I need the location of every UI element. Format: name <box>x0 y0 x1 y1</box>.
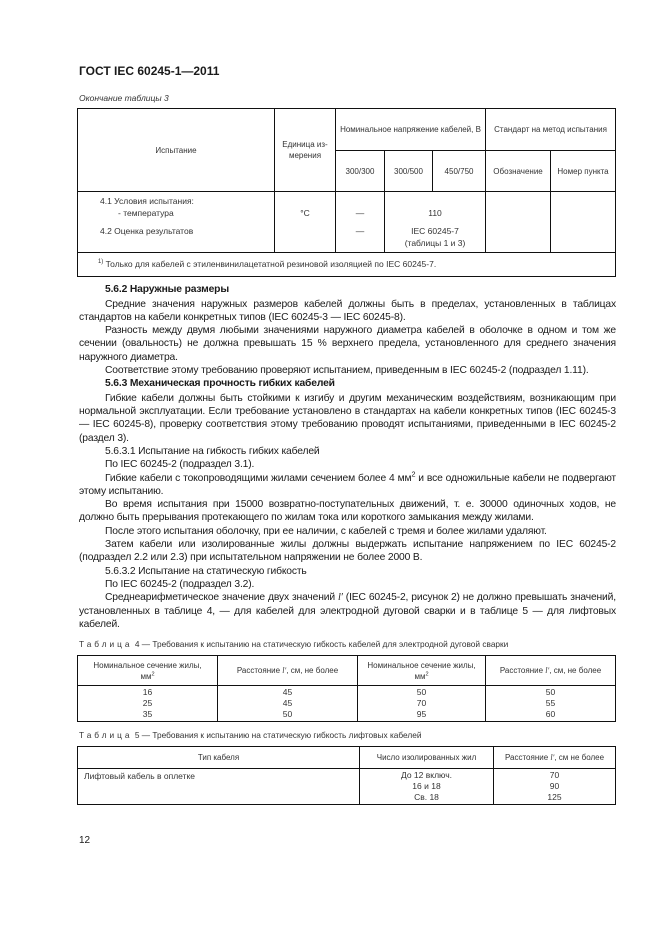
value: 55 <box>545 698 556 709</box>
text: , см не более <box>554 753 605 763</box>
paragraph: После этого испытания оболочку, при ее наличии, с кабелей с тремя и более жилами удаляют. <box>105 525 547 537</box>
row1-v23: 110 <box>428 208 442 218</box>
table4-caption <box>79 639 616 650</box>
row1-unit: °C <box>275 192 336 253</box>
page-number: 12 <box>79 835 91 847</box>
paragraph: Гибкие кабели должны быть стойкими к изгибу и другим механическим воздействиям, возникающим при нормальной эксплуатации. Если требование установлено в стандартах на кабели конкретных типов (IEC 60245-3 — IEC 60245-8), проверку соответствия этому требованию проводят испытаниями, приведенными в IEC 60245-2 (раздел 3). <box>79 392 616 444</box>
header-v1: 300/300 <box>336 151 385 192</box>
footnote-text: Только для кабелей с этиленвинилацетатной резиновой изоляцией по IEC 60245-7. <box>105 259 437 269</box>
row2-v23: IEC 60245-7 <box>411 226 459 236</box>
value: 50 <box>545 687 556 698</box>
table5-caption <box>79 730 616 741</box>
value: 70 <box>549 770 560 781</box>
value: 50 <box>282 709 293 720</box>
text: Среднеарифметическое значение двух значений <box>105 592 338 604</box>
table-label: Таблица <box>79 639 133 650</box>
text: Расстояние <box>236 666 283 676</box>
cell-distances-left <box>218 686 358 722</box>
superscript: 2 <box>425 670 429 677</box>
header-v3: 450/750 <box>433 151 486 192</box>
header-unit: Единица из-мерения <box>275 109 336 192</box>
paragraph: Затем кабели или изолированные жилы должны выдержать испытание напряжением по IEC 60245-2 (подраздел 2.2 или 2.3) при испытательном напряжении не более 2000 В. <box>79 539 616 564</box>
subsection-heading: 5.6.3.2 Испытание на статическую гибкость <box>105 565 307 577</box>
value: 70 <box>416 698 427 709</box>
footnote-mark: 1) <box>98 259 104 266</box>
paragraph <box>79 469 616 499</box>
header-standard: Стандарт на метод испытания <box>486 109 616 151</box>
text: (IEC 60245-2, рисунок 2) не должно превышать значений, установленных в таблице 4, — для кабелей для электродной дуговой сварки и в таблице 5 — для лифтовых кабелей. <box>79 592 616 630</box>
header-section <box>358 656 486 686</box>
value: 60 <box>545 709 556 720</box>
paragraph: По IEC 60245-2 (подраздел 3.1). <box>105 459 255 471</box>
header-distance <box>218 656 358 686</box>
row-designation <box>486 192 551 253</box>
value: До 12 включ. <box>400 770 453 781</box>
text: и все одножильные кабели не подвергают этому испытанию. <box>79 472 616 497</box>
header-distance <box>486 656 616 686</box>
superscript: 2 <box>411 469 416 479</box>
row-clause <box>551 192 616 253</box>
header-cores: Число изолированных жил <box>360 747 494 769</box>
symbol: l′ <box>282 666 287 676</box>
header-test: Испытание <box>78 109 275 192</box>
header-distance <box>494 747 616 769</box>
value: 25 <box>142 698 153 709</box>
symbol: l′ <box>545 666 550 676</box>
row2-test: 4.2 Оценка результатов <box>100 226 194 236</box>
header-designation: Обозначение <box>486 151 551 192</box>
value: 90 <box>549 781 560 792</box>
text: Номинальное сечение жилы, <box>367 660 476 670</box>
symbol: l′ <box>337 592 343 604</box>
header-voltage: Номинальное напряжение кабелей, В <box>336 109 486 151</box>
paragraph: Средние значения наружных размеров кабелей должны быть в пределах, установленных в таблицах стандартов на кабели конкретных типов (IEC 60245-3 — IEC 60245-8). <box>79 298 616 323</box>
section-heading-5-6-3: 5.6.3 Механическая прочность гибких кабелей <box>105 378 335 390</box>
value: 16 и 18 <box>412 781 441 792</box>
cell-distances <box>494 769 616 805</box>
cell-sections-right <box>358 686 486 722</box>
value: 125 <box>547 792 562 803</box>
cell-distances-right <box>486 686 616 722</box>
superscript: 2 <box>151 670 155 677</box>
subsection-heading: 5.6.3.1 Испытание на гибкость гибких кабелей <box>105 445 320 457</box>
header-section <box>78 656 218 686</box>
header-type: Тип кабеля <box>78 747 360 769</box>
value: 35 <box>142 709 153 720</box>
caption-text: 4 — Требования к испытанию на статическую гибкость кабелей для электродной дуговой сварки <box>134 639 509 650</box>
paragraph: Соответствие этому требованию проверяют испытанием, приведенным в IEC 60245-2 (подраздел 1.11). <box>105 364 589 376</box>
value: 45 <box>282 687 293 698</box>
text: , см, не более <box>286 666 339 676</box>
table-row-v1 <box>336 192 385 253</box>
text: Номинальное сечение жилы, <box>93 660 202 670</box>
row1-v1: — <box>355 208 365 218</box>
table-row-test <box>78 192 275 253</box>
text: Расстояние <box>499 666 546 676</box>
caption-text: 5 — Требования к испытанию на статическую гибкость лифтовых кабелей <box>134 730 422 741</box>
body-text <box>79 283 616 631</box>
table-5 <box>77 746 616 805</box>
paragraph <box>79 591 616 631</box>
paragraph: Разность между двумя любыми значениями наружного диаметра кабелей в оболочке в одном и том же сечении (овальность) не должна превышать 15 % верхнего предела, установленного для среднего значения наружного диаметра. <box>79 325 616 363</box>
row1-test: 4.1 Условия испытания: <box>100 196 194 206</box>
cell-cores <box>360 769 494 805</box>
value: 16 <box>142 687 153 698</box>
value: 50 <box>416 687 427 698</box>
unit: мм <box>140 671 152 681</box>
value: 95 <box>416 709 427 720</box>
table3-footnote <box>78 253 616 277</box>
table-row-v23 <box>385 192 486 253</box>
cell-type: Лифтовый кабель в оплетке <box>78 769 360 805</box>
row2-v23-sub: (таблицы 1 и 3) <box>404 238 466 248</box>
section-heading-5-6-2: 5.6.2 Наружные размеры <box>105 284 229 295</box>
symbol: l′ <box>550 753 555 763</box>
value: 45 <box>282 698 293 709</box>
row1-test-sub: - температура <box>118 208 174 218</box>
header-v2: 300/500 <box>385 151 433 192</box>
table-3 <box>77 108 616 277</box>
table3-caption: Окончание таблицы 3 <box>79 93 169 103</box>
row2-v1: — <box>355 226 365 236</box>
table-4 <box>77 655 616 722</box>
paragraph: По IEC 60245-2 (подраздел 3.2). <box>105 578 255 590</box>
cell-sections-left <box>78 686 218 722</box>
table-label: Таблица <box>79 730 133 741</box>
text: , см, не более <box>549 666 602 676</box>
text: Гибкие кабели с токопроводящими жилами сечением более 4 мм <box>105 472 412 484</box>
document-header: ГОСТ IEC 60245-1—2011 <box>79 64 220 78</box>
paragraph: Во время испытания при 15000 возвратно-поступательных движений, т. е. 30000 одиночных ходов, не должно быть прерывания протекающего по жилам тока или короткого замыкания между жилами. <box>79 499 616 524</box>
value: Св. 18 <box>414 792 439 803</box>
header-clause: Номер пункта <box>551 151 616 192</box>
text: Расстояние <box>504 753 551 763</box>
page-content <box>77 64 616 847</box>
unit: мм <box>414 671 426 681</box>
